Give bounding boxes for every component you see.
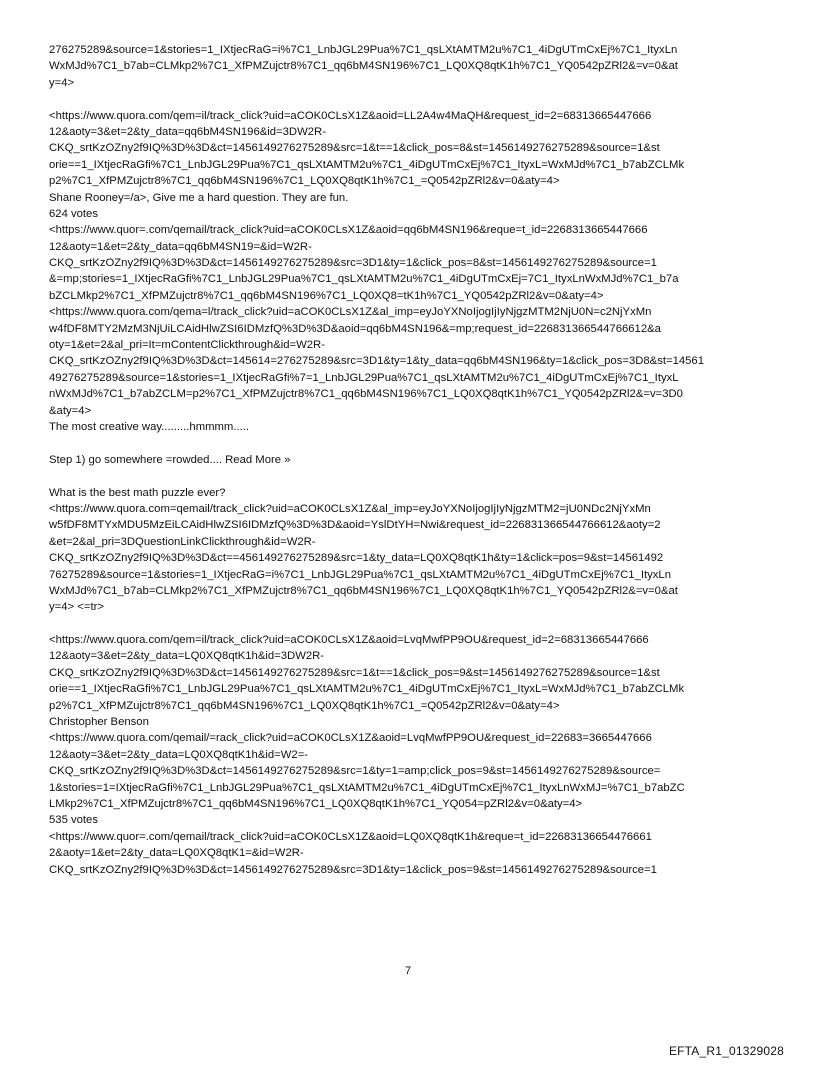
text-line: &aty=4> [49,404,92,417]
text-line: 276275289&source=1&stories=1_IXtjecRaG=i%7C1_LnbJGL29Pua%7C1_qsLXtAMTM2u%7C1_4iDgUTmCxEj%7C1_ItyxLn [49,44,678,56]
text-line: The most creative way.........hmmmm..... [49,420,250,433]
text-line: 624 votes [49,207,98,220]
text-line: What is the best math puzzle ever? [49,486,226,499]
text-line: 12&aoty=3&et=2&ty_data=LQ0XQ8qtK1h&id=3DW2R- [49,650,325,663]
text-line: w4fDF8MTY2MzM3NjUiLCAidHlwZSI6IDMzfQ%3D%3D&aoid=qq6bM4SN196&=mp;request_id=226831366544766612&a [49,322,661,335]
text-line: 12&aoty=1&et=2&ty_data=qq6bM4SN19=&id=W2R- [49,240,312,253]
page-number: 7 [404,965,412,977]
text-line: CKQ_srtKzOZny2f9IQ%3D%3D&ct==456149276275289&src=1&ty_data=LQ0XQ8qtK1h&ty=1&click=pos=9&st=14561492 [49,552,664,565]
text-line: 12&aoty=3&et=2&ty_data=qq6bM4SN196&id=3DW2R- [49,125,326,138]
text-line: orie==1_IXtjecRaGfi%7C1_LnbJGL29Pua%7C1_qsLXtAMTM2u%7C1_4iDgUTmCxEj%7C1_ItyxL=WxMJd%7C1_b7abZCLMk [49,158,685,171]
text-line: 76275289&source=1&stories=1_IXtjecRaG=i%7C1_LnbJGL29Pua%7C1_qsLXtAMTM2u%7C1_4iDgUTmCxEj%7C1_ItyxLn [49,568,671,581]
text-line: WxMJd%7C1_b7ab=CLMkp2%7C1_XfPMZujctr8%7C1_qq6bM4SN196%7C1_LQ0XQ8qtK1h%7C1_YQ0542pZRl2&=v=0&at [49,60,678,73]
text-line: CKQ_srtKzOZny2f9IQ%3D%3D&ct=1456149276275289&src=3D1&ty=1&click_pos=9&st=1456149276275289&source=1 [49,863,657,876]
text-line: LMkp2%7C1_XfPMZujctr8%7C1_qq6bM4SN196%7C1_LQ0XQ8qtK1h%7C1_YQ054=pZRl2&v=0&aty=4> [49,797,583,810]
text-line: CKQ_srtKzOZny2f9IQ%3D%3D&ct=1456149276275289&src=1&t==1&click_pos=9&st=1456149276275289&source=1&st [49,666,660,679]
blank-line [49,91,773,107]
text-line: 1&stories=1=IXtjecRaGfi%7C1_LnbJGL29Pua%7C1_qsLXtAMTM2u%7C1_4iDgUTmCxEj%7C1_ItyxLnWxMJ=%7C1_b7abZC [49,781,685,794]
text-line: 12&aoty=3&et=2&ty_data=LQ0XQ8qtK1h&id=W2=- [49,748,309,761]
text-line: &=mp;stories=1_IXtjecRaGfi%7C1_LnbJGL29Pua%7C1_qsLXtAMTM2u%7C1_4iDgUTmCxEj=7C1_ItyxLnWxMJd%7C1_b7a [49,273,679,286]
text-line: <https://www.quora.com=qemail/track_click?uid=aCOK0CLsX1Z&al_imp=eyJoYXNoIjogIjIyNjgzMTM2=jU0NDc2NjYxMn [49,502,651,515]
text-line: 535 votes [49,814,98,827]
email-body-text [49,42,773,878]
text-line: Shane Rooney=/a>, Give me a hard question. They are fun. [49,191,349,204]
text-line: WxMJd%7C1_b7ab=CLMkp2%7C1_XfPMZujctr8%7C1_qq6bM4SN196%7C1_LQ0XQ8qtK1h%7C1_YQ0542pZRl2&=v=0&at [49,584,678,597]
text-line: 49276275289&source=1&stories=1_IXtjecRaGfi%7=1_LnbJGL29Pua%7C1_qsLXtAMTM2u%7C1_4iDgUTmCxEj%7C1_ItyxL [49,371,679,384]
text-line: p2%7C1_XfPMZujctr8%7C1_qq6bM4SN196%7C1_LQ0XQ8qtK1h%7C1_=Q0542pZRl2&v=0&aty=4> [49,175,560,188]
text-line: CKQ_srtKzOZny2f9IQ%3D%3D&ct=1456149276275289&src=1&ty=1=amp;click_pos=9&st=1456149276275289&source= [49,765,661,778]
blank-line [49,616,773,632]
text-line: 2&aoty=1&et=2&ty_data=LQ0XQ8qtK1=&id=W2R- [49,847,304,860]
text-line: CKQ_srtKzOZny2f9IQ%3D%3D&ct=1456149276275289&src=3D1&ty=1&click_pos=8&st=1456149276275289&source=1 [49,257,657,270]
text-line: <https://www.quora.com/qem=il/track_click?uid=aCOK0CLsX1Z&aoid=LvqMwfPP9OU&request_id=2=68313665447666 [49,634,649,647]
text-line: Step 1) go somewhere =rowded.... Read More » [49,453,291,466]
text-line: nWxMJd%7C1_b7abZCLM=p2%7C1_XfPMZujctr8%7C1_qq6bM4SN196%7C1_LQ0XQ8qtK1h%7C1_YQ0542pZRl2&=v=3D0 [49,388,683,401]
text-line: Christopher Benson [49,716,149,729]
text-line: CKQ_srtKzOZny2f9IQ%3D%3D&ct=1456149276275289&src=1&t==1&click_pos=8&st=1456149276275289&source=1&st [49,142,660,155]
text-line: CKQ_srtKzOZny2f9IQ%3D%3D&ct=145614=276275289&src=3D1&ty=1&ty_data=qq6bM4SN196&ty=1&click_pos=3D8&st=14561 [49,355,704,368]
text-line: w5fDF8MTYxMDU5MzEiLCAidHlwZSI6IDMzfQ%3D%3D&aoid=YslDtYH=Nwi&request_id=226831366544766612&aoty=2 [49,519,661,532]
text-line: oty=1&et=2&al_pri=It=mContentClickthrough&id=W2R- [49,339,325,352]
document-id-stamp: EFTA_R1_01329028 [668,1044,784,1058]
text-line: bZCLMkp2%7C1_XfPMZujctr8%7C1_qq6bM4SN196%7C1_LQ0XQ8=tK1h%7C1_YQ0542pZRl2&v=0&aty=4> [49,289,604,302]
text-line: <https://www.quora.com/qema=l/track_click?uid=aCOK0CLsX1Z&al_imp=eyJoYXNoIjogIjIyNjgzMTM2NjU0N=c2NjYxMn [49,306,652,319]
text-line: p2%7C1_XfPMZujctr8%7C1_qq6bM4SN196%7C1_LQ0XQ8qtK1h%7C1_=Q0542pZRl2&v=0&aty=4> [49,699,560,712]
text-line: y=4> <=tr> [49,601,104,614]
blank-line [49,435,773,451]
text-line: <https://www.quora.com/qem=il/track_click?uid=aCOK0CLsX1Z&aoid=LL2A4w4MaQH&request_id=2=68313665447666 [49,109,652,122]
text-line: &et=2&al_pri=3DQuestionLinkClickthrough&id=W2R- [49,535,316,548]
blank-line [49,468,773,484]
text-line: orie==1_IXtjecRaGfi%7C1_LnbJGL29Pua%7C1_qsLXtAMTM2u%7C1_4iDgUTmCxEj%7C1_ItyxL=WxMJd%7C1_b7abZCLMk [49,683,685,696]
text-line: y=4> [49,76,75,89]
text-line: <https://www.quora.com/qemail/=rack_click?uid=aCOK0CLsX1Z&aoid=LvqMwfPP9OU&request_id=22683=3665447666 [49,732,652,745]
text-line: <https://www.quor=.com/qemail/track_click?uid=aCOK0CLsX1Z&aoid=LQ0XQ8qtK1h&reque=t_id=22683136654476661 [49,830,652,843]
text-line: <https://www.quor=.com/qemail/track_click?uid=aCOK0CLsX1Z&aoid=qq6bM4SN196&reque=t_id=2268313665447666 [49,224,648,237]
